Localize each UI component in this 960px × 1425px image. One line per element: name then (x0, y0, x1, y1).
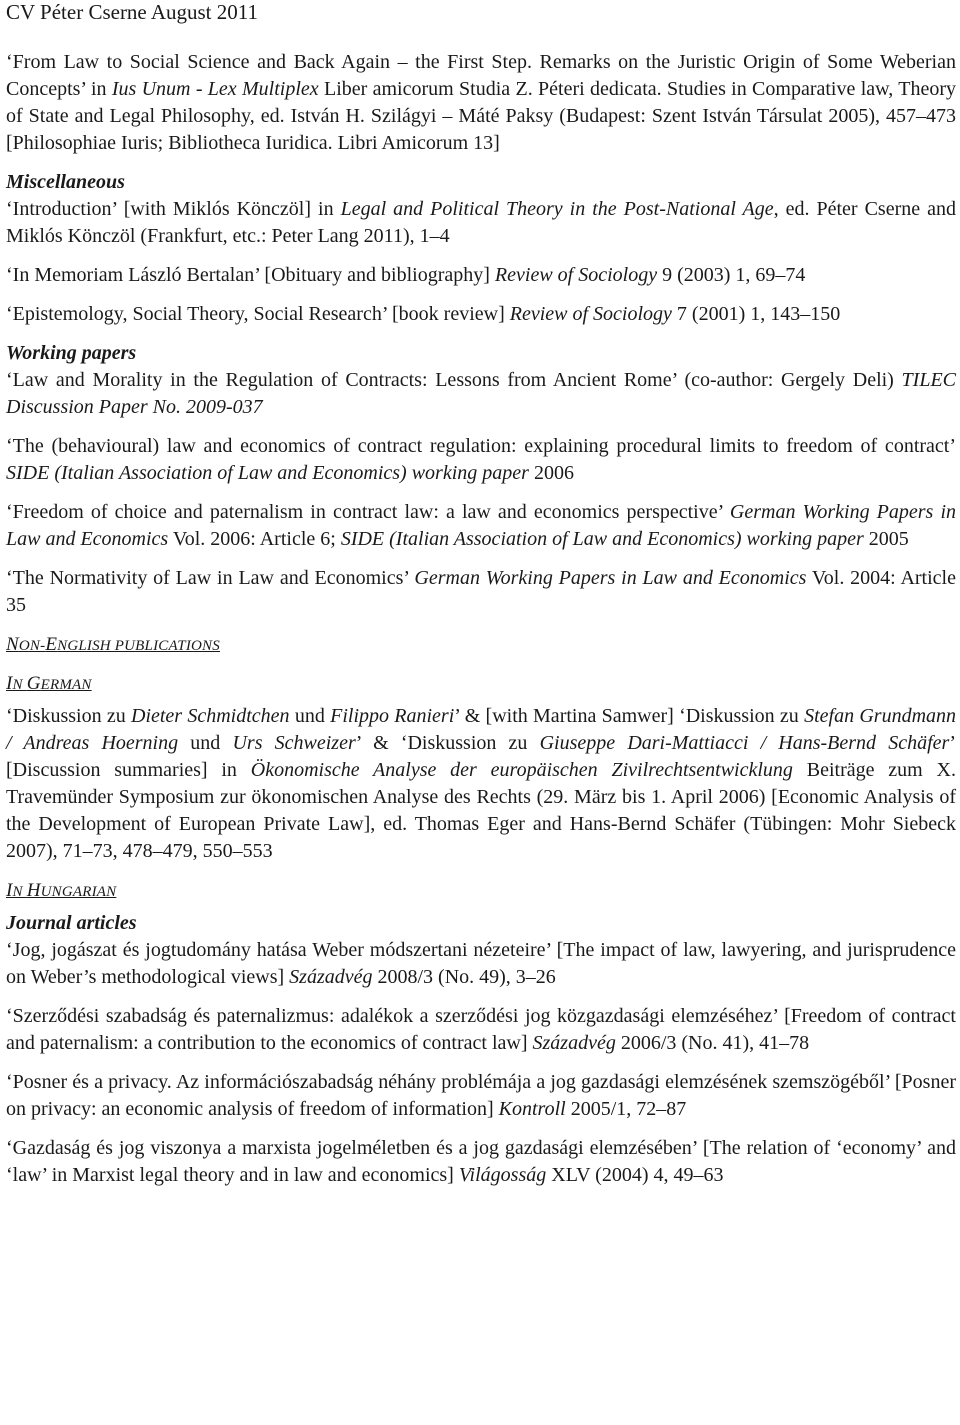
publication-entry-diskussion: ‘Diskussion zu Dieter Schmidtchen und Filippo Ranieri’ & [with Martina Samwer] ‘Diskussion zu Stefan Grundmann / Andreas Hoerning und Urs Schweizer’ & ‘Diskussion zu Giuseppe Dari-Mattiacci / Hans-Bernd Schäfer’ [Discussion summaries] in Ökonomische Analyse der europäischen Zivilrechtsentwicklung Beiträge zum X. Travemünder Symposium zur ökonomischen Analyse des Rechts (29. März bis 1. April 2006) [Economic Analysis of the Development of European Private Law], ed. Thomas Eger and Hans-Bernd Schäfer (Tübingen: Mohr Siebeck 2007), 71–73, 478–479, 550–553 (6, 705, 957, 862)
heading-working-papers: Working papers (6, 342, 137, 364)
heading-journal-articles: Journal articles (6, 912, 137, 934)
publication-entry-posner: ‘Posner és a privacy. Az információszabadság néhány problémája a jog gazdasági elemzésének szemszögéből’ [Posner on privacy: an economic analysis of freedom of information] Kontroll 2005/1, 72–87 (6, 1071, 956, 1120)
publication-entry-gazdasag: ‘Gazdaság és jog viszonya a marxista jogelméletben és a jog gazdasági elemzésében’ [The relation of ‘economy’ and ‘law’ in Marxist legal theory and in law and economics] Világosság XLV (2004) 4, 49–63 (6, 1137, 956, 1186)
publication-entry-epistemology: ‘Epistemology, Social Theory, Social Research’ [book review] Review of Sociology 7 (2001) 1, 143–150 (6, 303, 841, 325)
section-title-in-hungarian: IN HUNGARIAN (6, 880, 117, 901)
publication-entry-introduction: ‘Introduction’ [with Miklós Könczöl] in Legal and Political Theory in the Post-National Age, ed. Péter Cserne and Miklós Könczöl (Frankfurt, etc.: Peter Lang 2011), 1–4 (6, 198, 957, 247)
cv-page (6, 0, 956, 1195)
publication-entry-law-morality: ‘Law and Morality in the Regulation of Contracts: Lessons from Ancient Rome’ (co-author: Gergely Deli) TILEC Discussion Paper No. 2009-037 (6, 369, 956, 418)
page-header: CV Péter Cserne August 2011 (6, 0, 258, 24)
publication-entry-normativity: ‘The Normativity of Law in Law and Economics’ German Working Papers in Law and Economics Vol. 2004: Article 35 (6, 567, 956, 616)
publication-entry-behavioural: ‘The (behavioural) law and economics of contract regulation: explaining procedural limits to freedom of contract’ SIDE (Italian Association of Law and Economics) working paper 2006 (6, 435, 956, 484)
section-title-in-german: IN GERMAN (6, 673, 92, 694)
section-title-non-english: NON-ENGLISH PUBLICATIONS (6, 634, 220, 655)
publication-entry-jog: ‘Jog, jogászat és jogtudomány hatása Weber módszertani nézeteire’ [The impact of law, lawyering, and jurisprudence on Weber’s methodological views] Századvég 2008/3 (No. 49), 3–26 (6, 939, 956, 988)
publication-entry-memoriam: ‘In Memoriam László Bertalan’ [Obituary and bibliography] Review of Sociology 9 (2003) 1, 69–74 (6, 264, 806, 286)
publication-entry-weber: ‘From Law to Social Science and Back Again – the First Step. Remarks on the Juristic Origin of Some Weberian Concepts’ in Ius Unum - Lex Multiplex Liber amicorum Studia Z. Péteri dedicata. Studies in Comparative law, Theory of State and Legal Philosophy, ed. István H. Szilágyi – Máté Paksy (Budapest: Szent István Társulat 2005), 457–473 [Philosophiae Iuris; Bibliotheca Iuridica. Libri Amicorum 13] (6, 51, 956, 154)
publication-entry-freedom-of-choice: ‘Freedom of choice and paternalism in contract law: a law and economics perspective’ German Working Papers in Law and Economics Vol. 2006: Article 6; SIDE (Italian Association of Law and Economics) working paper 2005 (6, 501, 956, 550)
publication-entry-szerzodesi: ‘Szerződési szabadság és paternalizmus: adalékok a szerződési jog közgazdasági elemzéséhez’ [Freedom of contract and paternalism: a contribution to the economics of contract law] Századvég 2006/3 (No. 41), 41–78 (6, 1005, 956, 1054)
heading-miscellaneous: Miscellaneous (6, 171, 125, 193)
